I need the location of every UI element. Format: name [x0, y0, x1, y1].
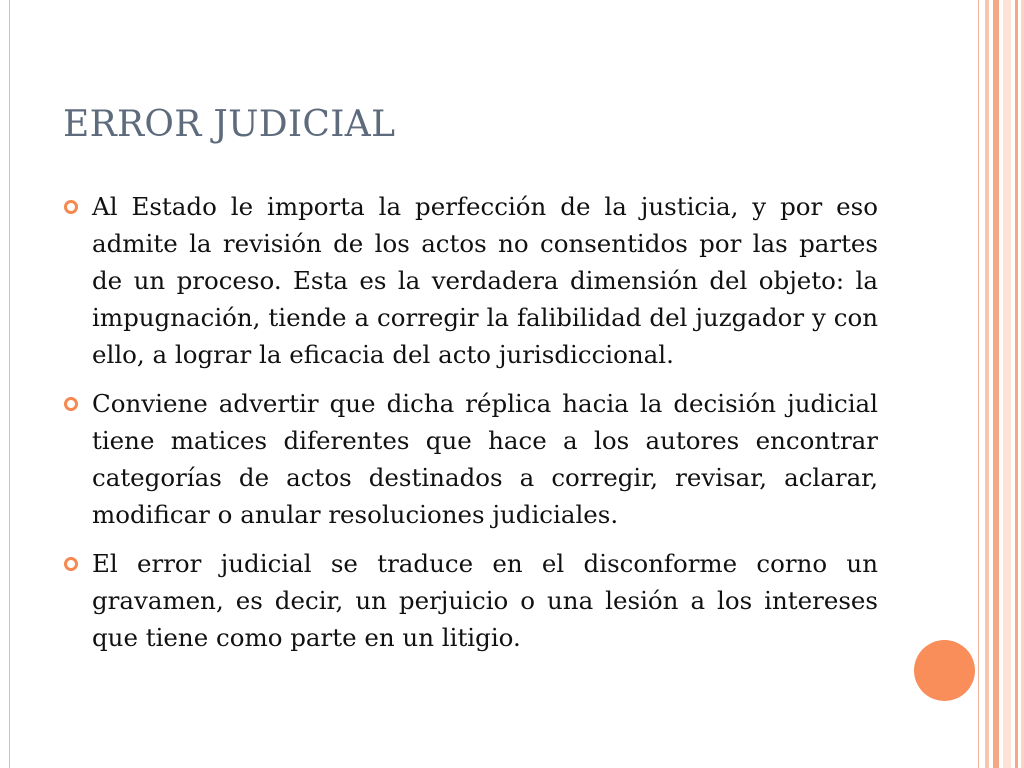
ring-bullet-icon: [64, 397, 78, 411]
bullet-list: [60, 188, 878, 668]
bullet-text: Conviene advertir que dicha réplica hacia la decisión judicial tiene matices diferentes que hace a los autores encontrar categorías de actos destinados a corregir, revisar, aclarar, modificar o anular resoluciones judiciales.: [92, 389, 878, 529]
decorative-circle: [914, 640, 975, 701]
slide-title: ERROR JUDICIAL: [63, 104, 396, 145]
decorative-stripe: [993, 0, 999, 768]
bullet-item: [60, 385, 878, 533]
decorative-stripe: [1015, 0, 1018, 768]
decorative-stripe: [1003, 0, 1011, 768]
bullet-item: [60, 545, 878, 656]
ring-bullet-icon: [64, 557, 78, 571]
decorative-stripe: [985, 0, 989, 768]
bullet-item: [60, 188, 878, 373]
ring-bullet-icon: [64, 200, 78, 214]
bullet-text: El error judicial se traduce en el disconforme corno un gravamen, es decir, un perjuicio o una lesión a los intereses que tiene como parte en un litigio.: [92, 549, 878, 652]
bullet-text: Al Estado le importa la perfección de la justicia, y por eso admite la revisión de los actos no consentidos por las partes de un proceso. Esta es la verdadera dimensión del objeto: la impugnación, tiende a corregir la falibilidad del juzgador y con ello, a lograr la eficacia del acto jurisdiccional.: [92, 192, 878, 369]
